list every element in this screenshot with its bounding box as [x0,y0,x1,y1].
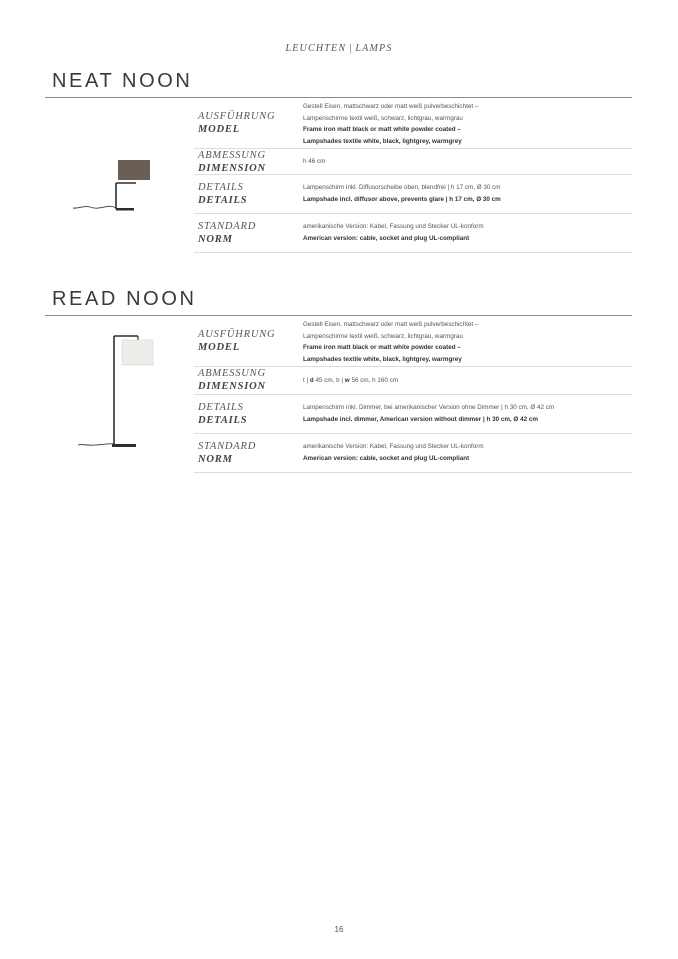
text-en: American version: cable, socket and plug UL-compliant [303,234,470,242]
text-de: Lampenschirm inkl. Dimmer, bei amerikanischer Version ohne Dimmer | h 30 cm, Ø 42 cm [303,404,555,411]
product-title: READ NOON [52,288,197,310]
page-header [0,43,678,54]
label-de: ABMESSUNG [198,150,266,161]
spec-row-details [194,175,632,214]
title-rule [45,97,632,98]
lamp-shade [122,340,153,365]
label-en: NORM [198,454,233,465]
spec-row-norm [194,214,632,253]
label-en: MODEL [198,124,240,135]
label-en: DIMENSION [198,381,266,392]
text-de: amerikanische Version: Kabel, Fassung und Stecker UL-konform [303,223,484,230]
text-en: Frame iron matt black or matt white powder coated – [303,126,461,133]
text-en: Lampshades textile white, black, lightgrey, warmgrey [303,355,462,363]
spec-row-model [194,318,632,367]
spec-row-norm [194,434,632,473]
lamp-shade [118,160,150,180]
header-left: LEUCHTEN [285,43,347,54]
label-en: DETAILS [198,195,248,206]
spec-row-details [194,395,632,434]
text-de: Lampenschirme textil weiß, schwarz, lichtgrau, warmgrau [303,114,463,122]
label-de: STANDARD [198,441,257,452]
lamp-cable [78,444,114,445]
text-en: American version: cable, socket and plug UL-compliant [303,454,470,462]
label-en: DETAILS [198,415,248,426]
text-de: amerikanische Version: Kabel, Fassung und Stecker UL-konform [303,443,484,450]
spec-row-dimension [194,149,632,175]
lamp-base [116,208,134,211]
text-de: Gestell Eisen, mattschwarz oder matt weiß pulverbeschichtet – [303,103,479,110]
label-de: DETAILS [198,182,244,193]
text-en: Lampshade incl. diffusor above, prevents glare | h 17 cm, Ø 30 cm [303,195,501,203]
text-de: h 46 cm [303,158,326,165]
dimension-text: t | d 45 cm, b | w 56 cm, h 160 cm [303,377,398,384]
text-en: Lampshades textile white, black, lightgrey, warmgrey [303,137,462,145]
label-en: MODEL [198,342,240,353]
label-en: NORM [198,234,233,245]
label-de: ABMESSUNG [198,368,266,379]
text-en: Frame iron matt black or matt white powder coated – [303,344,461,351]
text-de: Lampenschirme textil weiß, schwarz, lichtgrau, warmgrau [303,332,463,340]
lamp-base [112,444,136,447]
text-de: Gestell Eisen, mattschwarz oder matt weiß pulverbeschichtet – [303,321,479,328]
page-number: 16 [334,925,344,934]
product-title: NEAT NOON [52,70,193,92]
title-rule [45,315,632,316]
spec-row-dimension [194,367,632,395]
header-separator: | [349,43,353,54]
label-de: STANDARD [198,221,257,232]
text-de: Lampenschirm inkl. Diffusorscheibe oben, blendfrei | h 17 cm, Ø 30 cm [303,184,501,191]
spec-row-model [194,100,632,149]
text-en: Lampshade incl. dimmer, American version without dimmer | h 30 cm, Ø 42 cm [303,415,538,423]
label-de: AUSFÜHRUNG [198,329,276,340]
label-de: AUSFÜHRUNG [198,111,276,122]
spec-table [194,318,632,473]
label-en: DIMENSION [198,163,266,174]
spec-table [194,100,632,253]
label-de: DETAILS [198,402,244,413]
header-right: LAMPS [355,43,393,54]
neat-noon-lamp-image [70,155,160,215]
lamp-cable [73,206,116,208]
read-noon-lamp-image [76,332,158,454]
